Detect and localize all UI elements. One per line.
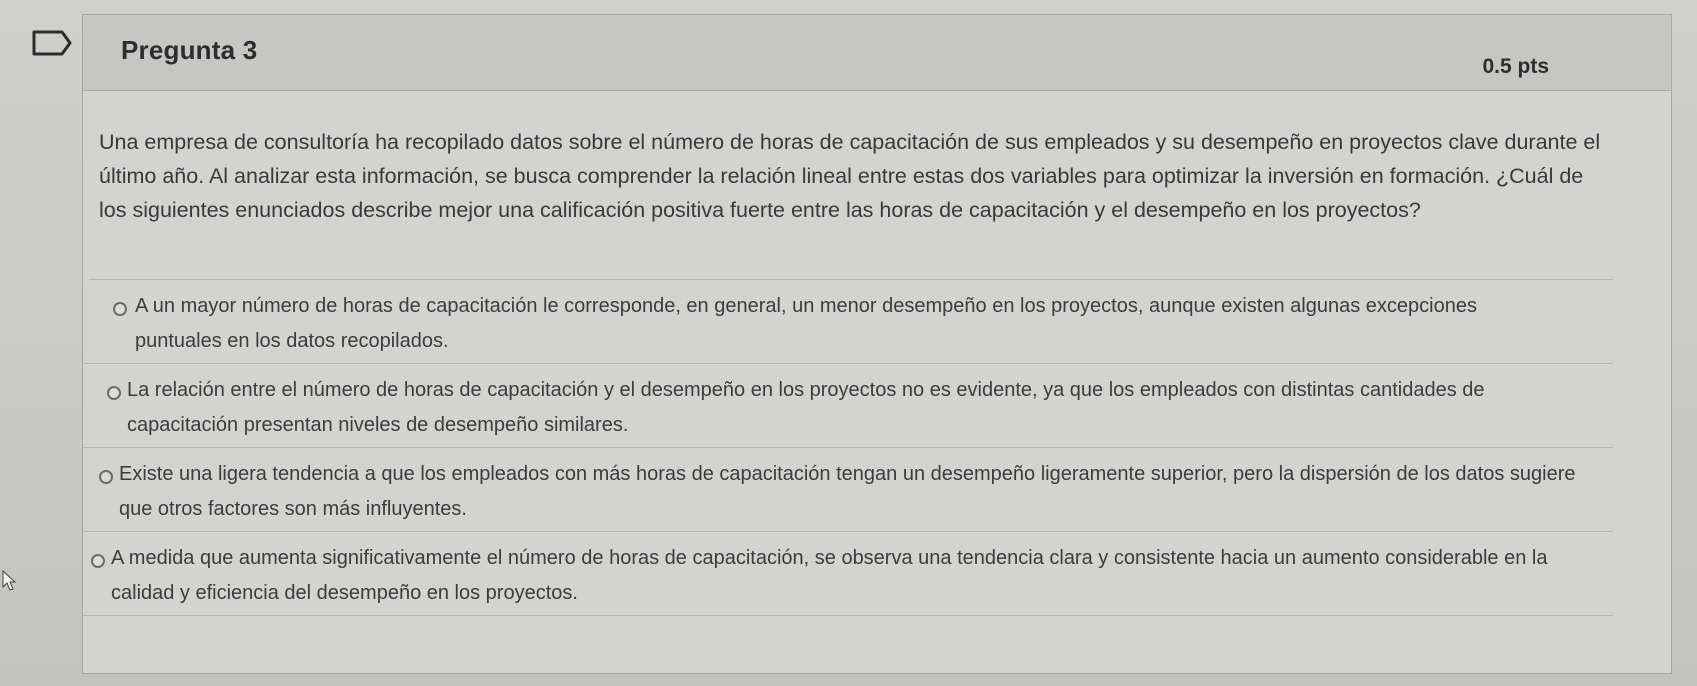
answer-radio-3[interactable] — [99, 470, 113, 484]
answer-radio-2[interactable] — [107, 386, 121, 400]
answer-option-2[interactable] — [83, 364, 1613, 448]
answer-option-1[interactable] — [83, 280, 1613, 364]
answer-label-1: A un mayor número de horas de capacitación le corresponde, en general, un menor desempeño en los proyectos, aunque existen algunas excepciones puntuales en los datos recopilados. — [135, 295, 1477, 352]
answer-option-3[interactable] — [83, 448, 1613, 532]
question-text — [99, 125, 1609, 227]
answer-label-4: A medida que aumenta significativamente el número de horas de capacitación, se observa una tendencia clara y consistente hacia un aumento considerable en la calidad y eficiencia del desempeño en los proyectos. — [111, 547, 1548, 604]
question-card — [82, 14, 1672, 674]
answer-radio-4[interactable] — [91, 554, 105, 568]
question-text-paragraph: Una empresa de consultoría ha recopilado datos sobre el número de horas de capacitación de sus empleados y su desempeño en proyectos clave durante el último año. Al analizar esta información, se busca comprender la relación lineal entre estas dos variables para optimizar la inversión en formación. ¿Cuál de los siguientes enunciados describe mejor una calificación positiva fuerte entre las horas de capacitación y el desempeño en los proyectos? — [99, 130, 1601, 222]
question-points: 0.5 pts — [1482, 55, 1549, 78]
answer-label-3: Existe una ligera tendencia a que los empleados con más horas de capacitación tengan un desempeño ligeramente superior, pero la dispersión de los datos sugiere que otros factores son más influyentes. — [119, 463, 1576, 520]
answer-radio-1[interactable] — [113, 302, 127, 316]
answer-option-4[interactable] — [83, 532, 1613, 616]
flag-icon[interactable] — [32, 28, 74, 58]
answer-list — [83, 279, 1673, 616]
question-header — [83, 15, 1671, 91]
mouse-cursor-icon — [2, 570, 16, 592]
question-title: Pregunta 3 — [121, 35, 258, 65]
answer-label-2: La relación entre el número de horas de capacitación y el desempeño en los proyectos no es evidente, ya que los empleados con distintas cantidades de capacitación presentan niveles de desempeño similares. — [127, 379, 1485, 436]
